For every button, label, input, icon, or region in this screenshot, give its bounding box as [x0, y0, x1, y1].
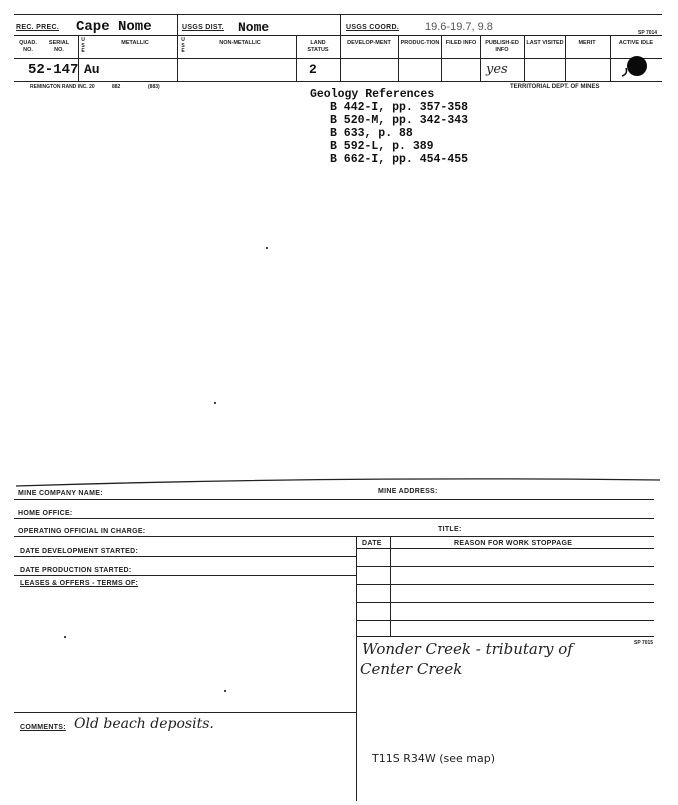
location-note: T11S R34W (see map)	[372, 752, 495, 765]
usgs-coord-value: 19.6-19.7, 9.8	[425, 21, 493, 33]
usgs-dist-value: Nome	[238, 20, 270, 35]
line-dev	[14, 556, 356, 557]
comments-value: Old beach deposits.	[74, 716, 214, 732]
col-non-metallic: NON-METALLIC	[219, 40, 261, 46]
mine-address-label: MINE ADDRESS:	[378, 488, 438, 495]
rec-prec-value: Cape Nome	[76, 19, 152, 35]
divider-coord	[340, 14, 341, 82]
line-reason-3	[356, 602, 654, 603]
line-reason-4	[356, 620, 654, 621]
note-line-1: Wonder Creek - tributary of	[362, 640, 573, 658]
printer-code: 882	[112, 84, 121, 90]
date-column: DATE	[362, 540, 382, 547]
territorial-dept: TERRITORIAL DEPT. OF MINES	[510, 84, 600, 90]
col-active-idle: ACTIVE IDLE	[618, 40, 654, 46]
col-development: DEVELOP-MENT	[347, 40, 391, 46]
mine-company-label: MINE COMPANY NAME:	[18, 490, 103, 497]
reference-item: B 520-M, pp. 342-343	[330, 114, 469, 127]
col-serial-no: SERIAL NO.	[48, 40, 70, 53]
col-last-visited: LAST VISITED	[526, 40, 564, 46]
col-use-marker-2: U S E	[181, 37, 185, 54]
note-line-2: Center Creek	[360, 660, 463, 678]
form-number-bottom: SP 7015	[634, 640, 654, 646]
col-production: PRODUC-TION	[400, 40, 440, 46]
references-title: Geology References	[310, 88, 435, 101]
operating-official-label: OPERATING OFFICIAL IN CHARGE:	[18, 528, 146, 535]
col-use-marker: U S E	[81, 37, 85, 54]
top-border	[14, 14, 662, 15]
comments-label: COMMENTS:	[20, 724, 66, 731]
active-punch-icon	[616, 54, 652, 82]
printer-info: REMINGTON RAND INC. 20	[30, 84, 95, 90]
geology-references	[310, 88, 469, 166]
leases-label: LEASES & OFFERS - TERMS OF:	[20, 580, 139, 587]
printer-code-2: (883)	[148, 84, 160, 90]
speck	[266, 247, 268, 249]
line-reason-2	[356, 584, 654, 585]
reason-column: REASON FOR WORK STOPPAGE	[454, 540, 573, 547]
reference-item: B 633, p. 88	[330, 127, 413, 140]
reference-item: B 592-L, p. 389	[330, 140, 434, 153]
reference-item: B 442-I, pp. 357-358	[330, 101, 469, 114]
record-metallic: Au	[84, 62, 100, 77]
line-home	[14, 518, 654, 519]
divider-usgs-dist	[177, 14, 178, 82]
line-prod	[14, 575, 356, 576]
speck	[224, 690, 226, 692]
speck	[64, 636, 66, 638]
row-bottom-line	[14, 81, 662, 82]
line-comments	[14, 712, 356, 713]
date-development-label: DATE DEVELOPMENT STARTED:	[20, 548, 139, 555]
date-production-label: DATE PRODUCTION STARTED:	[20, 567, 132, 574]
usgs-coord-label: USGS COORD.	[346, 24, 400, 31]
col-merit: MERIT	[578, 40, 596, 46]
speck	[214, 402, 216, 404]
home-office-label: HOME OFFICE:	[18, 510, 73, 517]
line-reason-1	[356, 566, 654, 567]
card-edge-curve	[14, 474, 662, 488]
vertical-divider-date	[390, 536, 391, 636]
col-metallic: METALLIC	[121, 40, 149, 46]
reference-item: B 662-I, pp. 454-455	[330, 153, 469, 166]
col-published-info: PUBLISH-ED INFO	[485, 40, 519, 53]
title-label: TITLE:	[438, 526, 462, 533]
record-land-status: 2	[309, 62, 317, 77]
record-quad-serial: 52-147	[28, 62, 79, 78]
col-land-status: LAND STATUS	[307, 40, 329, 53]
usgs-dist-label: USGS DIST.	[182, 24, 224, 31]
col-filed-info: FILED INFO	[445, 40, 477, 46]
col-quad-no: QUAD. NO.	[19, 40, 37, 53]
rec-prec-label: REC. PREC.	[16, 24, 60, 31]
line-official	[14, 536, 654, 537]
record-published-info: yes	[486, 62, 508, 77]
form-number-top: SP 7014	[638, 30, 658, 36]
line-company	[14, 499, 654, 500]
line-date-header	[356, 548, 654, 549]
row-line	[14, 58, 662, 59]
line-reason-5	[356, 636, 654, 637]
vertical-divider-main	[356, 536, 357, 801]
